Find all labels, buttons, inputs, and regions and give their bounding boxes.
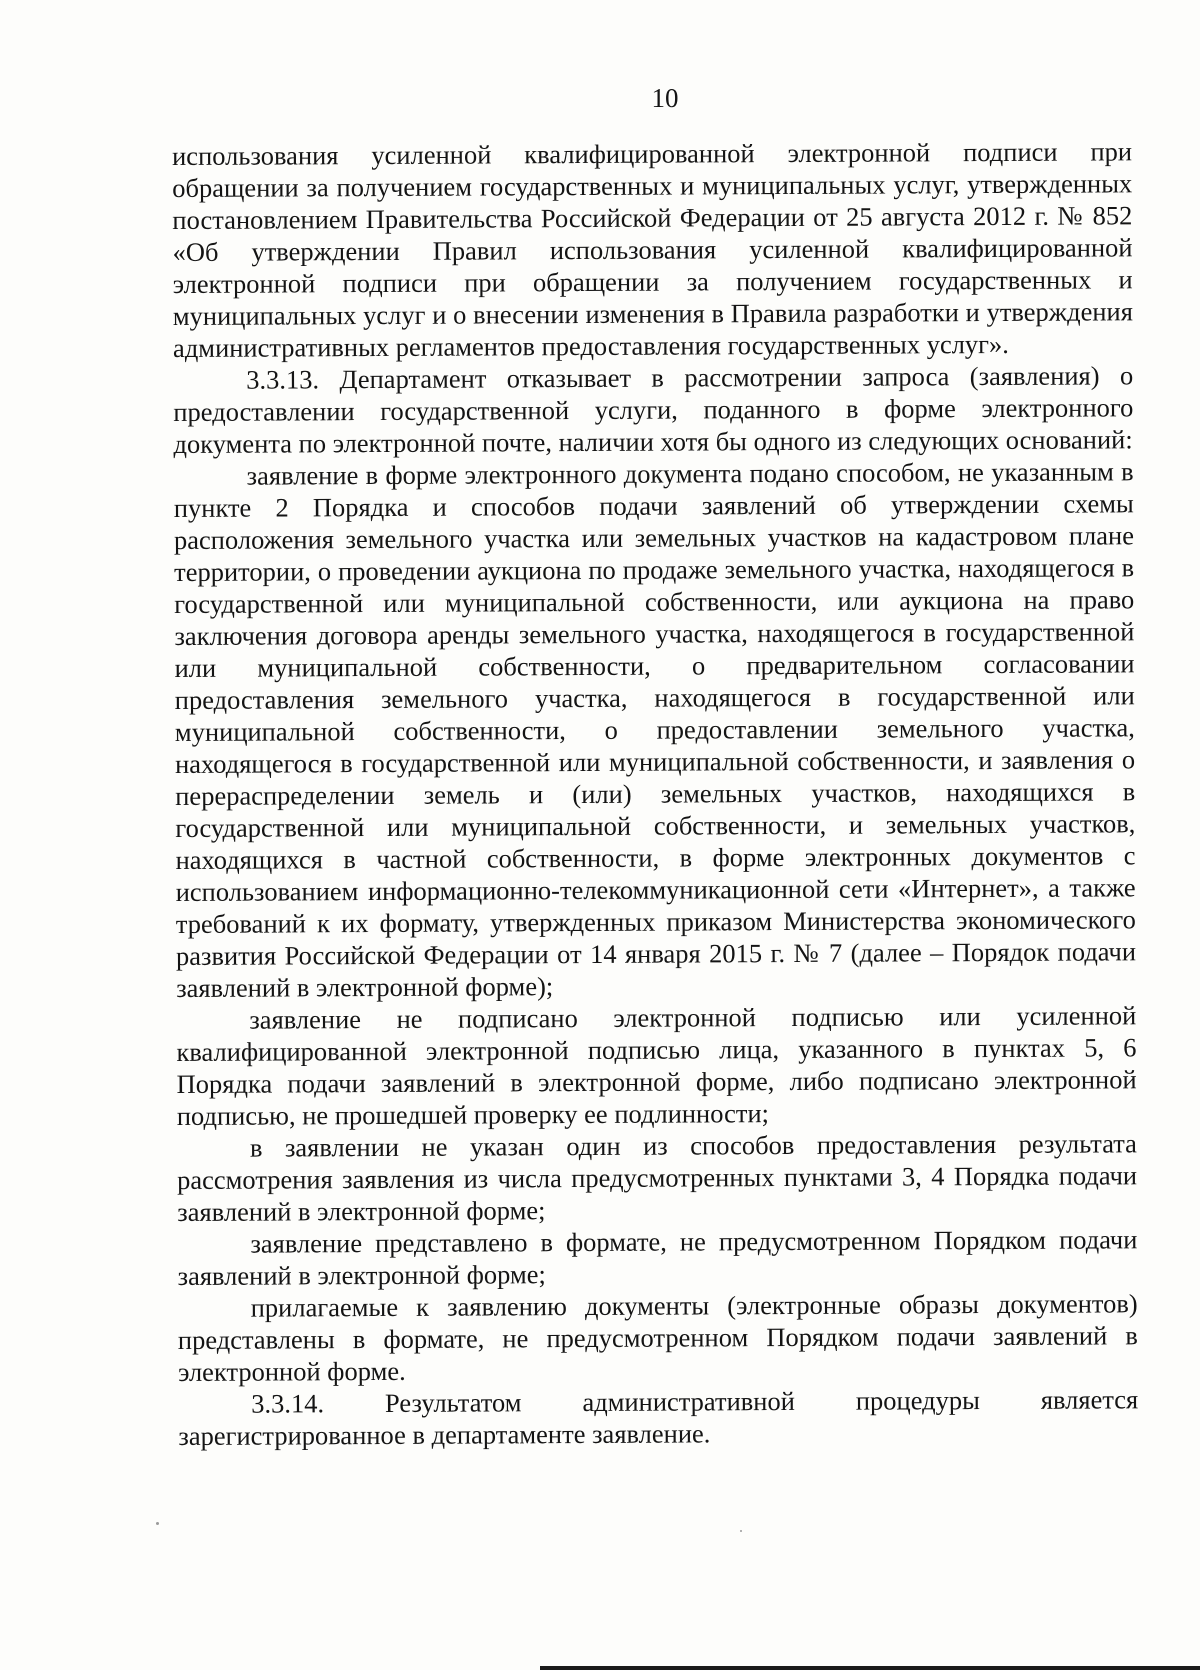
document-body [172,135,1138,1452]
paragraph-continuation: использования усиленной квалифицированной электронной подписи при обращении за получением государственных и муниципальных услуг, утвержденных постановлением Правительства Российской Федерации от 25 августа 2012 г. № 852 «Об утверждении Правил использования усиленной квалифицированной электронной подписи при обращении за получением государственных и муниципальных услуг и о внесении изменения в Правила разработки и утверждения административных регламентов предоставления государственных услуг». [172,136,1133,363]
paragraph-ground-no-result-method: в заявлении не указан один из способов предоставления результата рассмотрения заявления из числа предусмотренных пунктами 3, 4 Порядка подачи заявлений в электронной форме; [177,1128,1138,1227]
scan-speck [156,1522,159,1525]
paragraph-ground-submission-method: заявление в форме электронного документа подано способом, не указанным в пункте 2 Порядка и способов подачи заявлений об утверждении схемы расположения земельного участка или земельных участков на кадастровом плане территории, о проведении аукциона по продаже земельного участка, находящегося в государственной или муниципальной собственности, или аукциона на право заключения договора аренды земельного участка, находящегося в государственной или муниципальной собственности, о предварительном согласовании предоставления земельного участка, находящегося в государственной или муниципальной собственности, о предоставлении земельного участка, находящегося в государственной или муниципальной собственности, и заявления о перераспределении земель и (или) земельных участков, находящихся в государственной или муниципальной собственности, и земельных участков, находящихся в частной собственности, в форме электронных документов с использованием информационно-телекоммуникационной сети «Интернет», а также требований к их формату, утвержденных приказом Министерства экономического развития Российской Федерации от 14 января 2015 г. № 7 (далее – Порядок подачи заявлений в электронной форме); [173,456,1137,1003]
paragraph-ground-wrong-format: заявление представлено в формате, не предусмотренном Порядком подачи заявлений в электронной форме; [177,1224,1138,1291]
scan-edge [540,1666,1200,1670]
paragraph-3-3-14: 3.3.14. Результатом административной процедуры является зарегистрированное в департаменте заявление. [178,1384,1139,1451]
paragraph-ground-attachments-format: прилагаемые к заявлению документы (электронные образы документов) представлены в формате, не предусмотренном Порядком подачи заявлений в электронной форме. [177,1288,1138,1387]
scan-speck [740,1530,742,1532]
paragraph-3-3-13: 3.3.13. Департамент отказывает в рассмотрении запроса (заявления) о предоставлении государственной услуги, поданного в форме электронного документа по электронной почте, наличии хотя бы одного из следующих оснований: [173,360,1134,459]
paragraph-ground-unsigned: заявление не подписано электронной подписью или усиленной квалифицированной электронной подписью лица, указанного в пунктах 5, 6 Порядка подачи заявлений в электронной форме, либо подписано электронной подписью, не прошедшей проверку ее подлинности; [176,1000,1137,1131]
page-number: 10 [651,83,679,113]
